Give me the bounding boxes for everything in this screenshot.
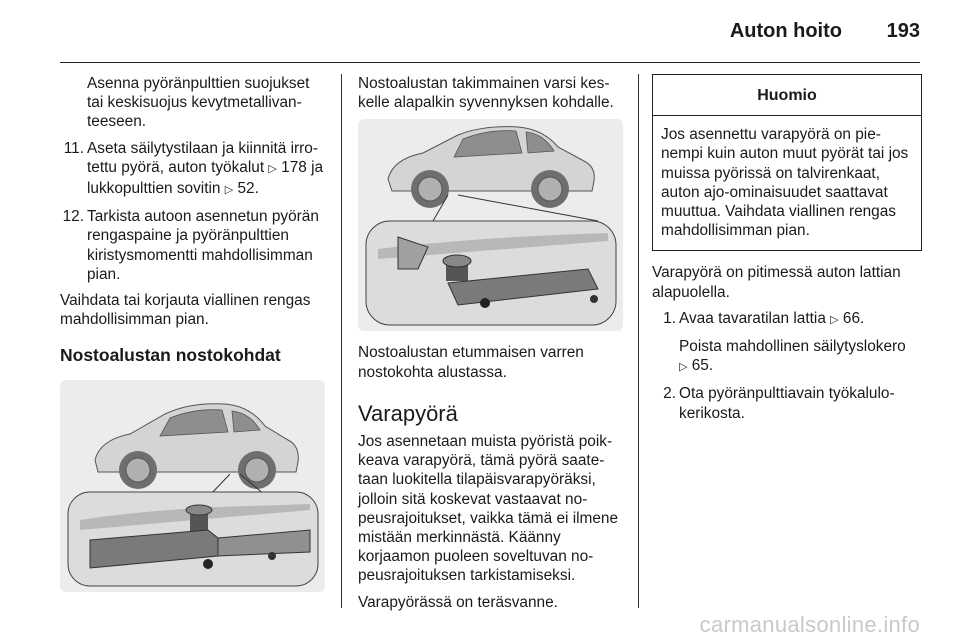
list-text: Tarkista autoon asennetun pyörän rengaspaine ja pyöränpulttien kiristysmomentti mahdollisimman pian. [87,208,319,283]
list-text: ja lukkopulttien sovitin [87,158,324,198]
note-box [652,74,922,251]
list-text: Poista mahdollinen säilytyslokero [679,338,906,356]
list-number: 2. [663,385,676,403]
watermark: carmanualsonline.info [699,612,920,637]
list-number: 1. [663,309,676,327]
column-right [652,74,922,430]
body-paragraph: Varapyörä on pitimessä auton lattian alapuolella. [652,264,901,301]
car-lift-point-front-illustration [358,119,623,331]
figure-caption: Nostoalustan etummaisen varren nostokohta alustassa. [358,344,584,381]
page-ref-link[interactable]: 66. [838,309,865,327]
page-ref-icon: ▷ [224,184,234,197]
list-number: 12. [62,208,84,226]
list-text: Avaa tavaratilan lattia [679,309,831,327]
body-paragraph: Varapyörässä on teräsvanne. [358,593,558,611]
list-item-11 [60,139,325,201]
list-item-12 [60,207,325,284]
note-text: Jos asennettu varapyörä on pienempi kuin auton muut pyörät tai jos muissa pyörissä on talvirenkaat, auton ajo-ominaisuudet saattavat muuttua. Vaihdata viallinen rengas mahdollisimman pian. [661,126,909,240]
car-lift-point-rear-illustration [60,380,325,592]
page-ref-icon: ▷ [268,162,277,175]
note-title: Huomio [653,75,921,116]
subheading: Nostoalustan nostokohdat [60,345,281,366]
column-left [60,74,325,592]
page-ref-link[interactable]: 65. [687,357,714,375]
step-1 [652,309,922,330]
page-ref-link[interactable]: 52. [233,180,259,198]
column-divider [638,74,639,608]
list-number: 11. [63,139,84,157]
header-title: Auton hoito [729,20,842,42]
section-title: Varapyörä [358,400,458,426]
step-1-sub [652,337,922,377]
page-ref-link[interactable]: 178 [276,158,307,176]
page-ref-icon: ▷ [679,361,688,374]
page-ref-icon: ▷ [830,313,839,326]
body-paragraph: Jos asennetaan muista pyöristä poikkeava varapyörä, tämä pyörä saatetaan luokitella tilapäisvarapyöräksi, jolloin sitä koskevat vastaavat nopeusrajoitukset, vaikka tämä ei ilmene mistään merkinnästä. Käänny korjaamon puoleen soveltuvan nopeusrajoituksen tarkistamiseksi. [358,433,619,585]
body-paragraph: Vaihdata tai korjauta viallinen rengas mahdollisimman pian. [60,292,311,329]
column-divider [341,74,342,608]
column-middle [358,74,623,619]
intro-paragraph: Nostoalustan takimmainen varsi keskelle alapalkin syvennyksen kohdalle. [358,75,614,112]
intro-continuation: Asenna pyöränpulttien suojukset tai keskisuojus kevytmetallivanteeseen. [87,75,310,131]
list-text: Aseta säilytystilaan ja kiinnitä irrotettu pyörä, auton työkalut [87,139,318,176]
page-number: 193 [886,20,920,42]
page-header [60,0,920,63]
step-2 [652,384,922,422]
list-text: Ota pyöränpulttiavain työkalulokerikosta. [679,385,895,422]
